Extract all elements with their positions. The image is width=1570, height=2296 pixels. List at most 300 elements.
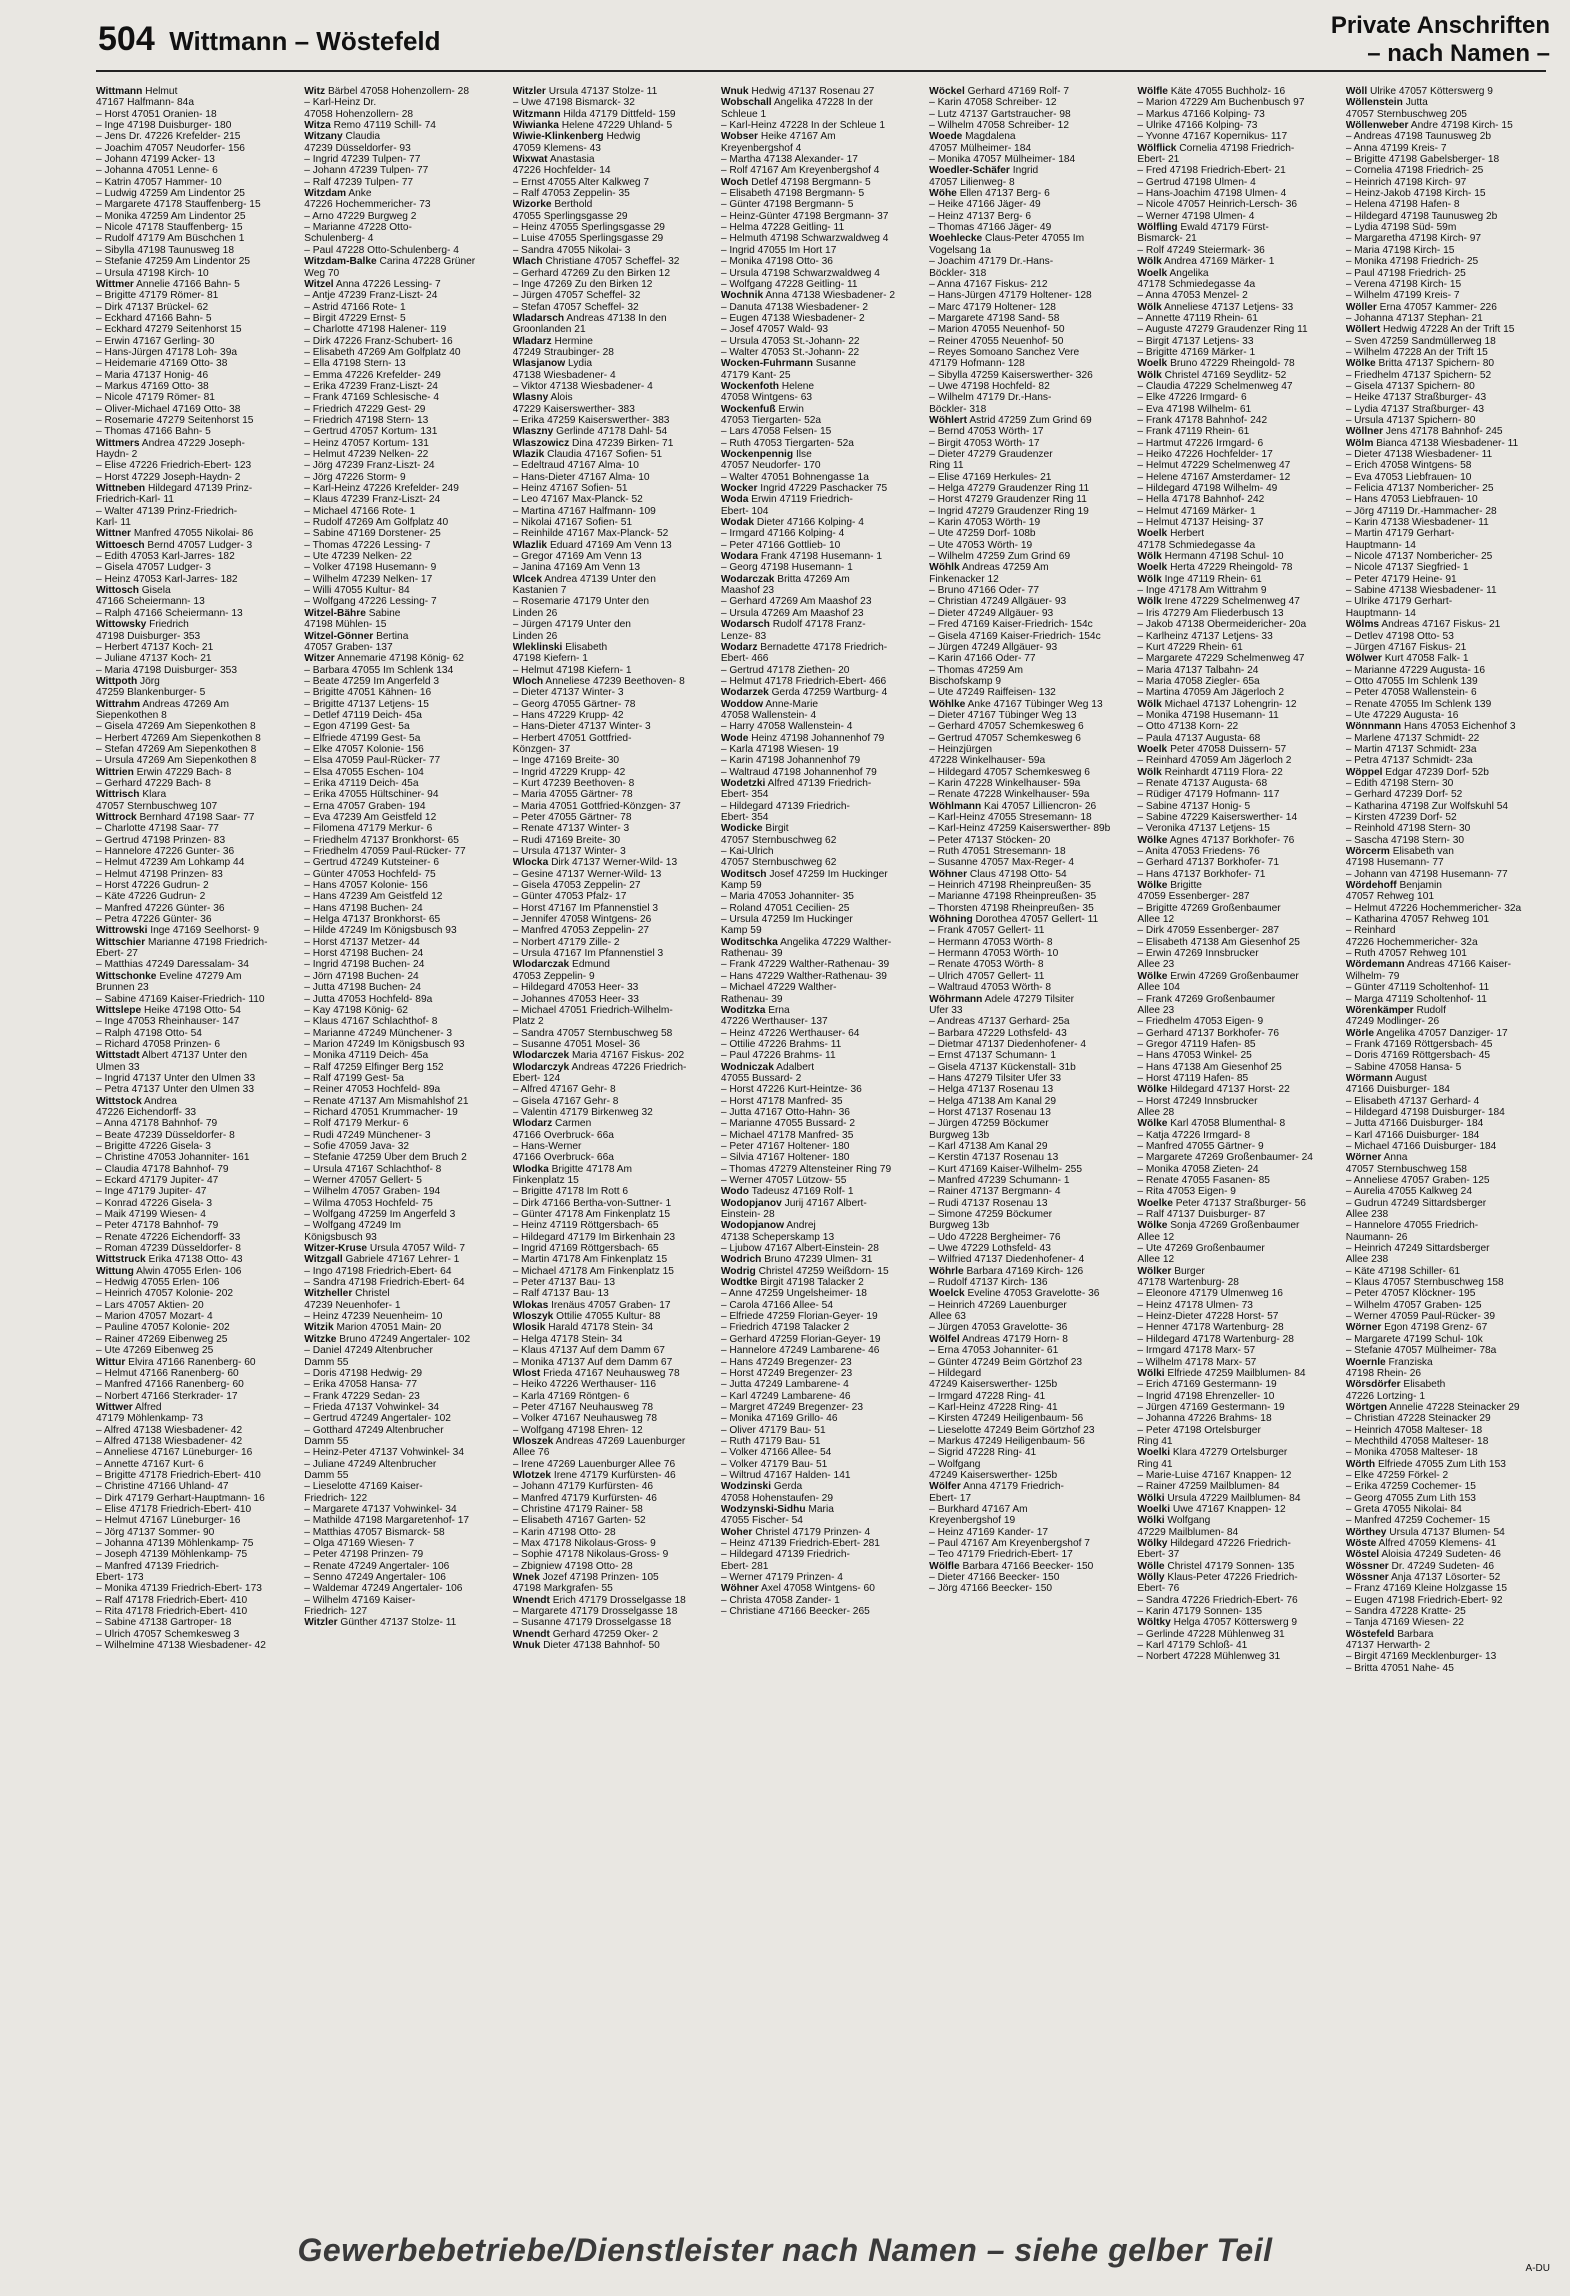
listing-entry: 47229 Mailblumen- 84 xyxy=(1137,1526,1239,1538)
listing-entry: – Petra 47137 Unter den Ulmen 33 xyxy=(96,1084,255,1096)
listing-entry: – Dirk 47179 Gerhart-Hauptmann- 16 xyxy=(96,1492,265,1504)
listing-entry: – Juliane 47137 Koch- 21 xyxy=(96,653,212,665)
listing-entry: – Heinz 47239 Neuenheim- 10 xyxy=(304,1311,443,1323)
listing-entry: – Günter 47119 Scholtenhof- 11 xyxy=(1345,982,1490,994)
surname: Wloch xyxy=(512,675,544,687)
surname: Wlasjanow xyxy=(512,358,566,370)
listing-entry: – Mathilde 47198 Margaretenhof- 17 xyxy=(304,1515,470,1527)
surname: Witzel xyxy=(304,278,334,290)
listing-entry: – Peter 47055 Gärtner- 78 xyxy=(512,812,632,823)
listing-entry: Naumann- 26 xyxy=(1345,1231,1408,1243)
listing-entry: – Eugen 47138 Wiesbadener- 2 xyxy=(720,312,865,324)
listing-column-1 xyxy=(96,86,296,2166)
listing-entry: – Jörg 47119 Dr.-Hammacher- 28 xyxy=(1345,505,1497,517)
listing-entry: – Karla 47169 Röntgen- 6 xyxy=(512,1390,630,1402)
listing-entry: Wölfle Käte 47055 Buchholz- 16 xyxy=(1137,86,1286,97)
listing-entry: – Birgit 47053 Wörth- 17 xyxy=(929,437,1040,449)
listing-entry: Wochnik Anna 47138 Wiesbadener- 2 xyxy=(720,290,896,302)
surname: Wördemann xyxy=(1345,959,1405,971)
listing-entry: – Heinz 47137 Berg- 6 xyxy=(929,210,1032,222)
listing-entry: – Friedhelm 47059 Paul-Rücker- 77 xyxy=(304,846,466,858)
listing-entry: 47198 Rhein- 26 xyxy=(1345,1367,1422,1379)
surname: Wodarz xyxy=(720,641,758,653)
listing-entry: Wlodka Brigitte 47178 Am xyxy=(512,1163,633,1175)
listing-entry: – Johanna 47226 Brahms- 18 xyxy=(1137,1413,1272,1425)
listing-entry: – Karl-Heinz 47226 Krefelder- 249 xyxy=(304,483,459,495)
listing-entry: – Gertrud 47198 Prinzen- 83 xyxy=(96,834,226,846)
listing-entry: – Erich 47169 Gestermann- 19 xyxy=(1137,1379,1277,1391)
listing-entry: Wittrahm Andreas 47269 Am xyxy=(96,698,229,710)
listing-column-3 xyxy=(513,86,713,2166)
listing-entry: – Friedrich 47198 Stern- 13 xyxy=(304,414,429,426)
surname: Witz xyxy=(304,86,326,97)
surname: Wölker xyxy=(1137,1265,1172,1277)
listing-entry: – Peter 47137 Stöcken- 20 xyxy=(929,834,1051,846)
listing-entry: Wittschier Marianne 47198 Friedrich- xyxy=(96,936,268,948)
listing-entry: Friedrich-Karl- 11 xyxy=(96,494,174,506)
listing-entry: – Gertrud 47057 Kortum- 131 xyxy=(304,426,438,438)
listing-entry: 47178 Schmiedegasse 4a xyxy=(1137,539,1256,551)
listing-entry: – Margarete 47199 Schul- 10k xyxy=(1345,1333,1483,1345)
listing-entry: – Erika 47058 Hansa- 77 xyxy=(304,1379,417,1391)
listing-entry: 47178 Schmiedegasse 4a xyxy=(1137,278,1256,290)
listing-entry: Woelk Bruno 47229 Rheingold- 78 xyxy=(1137,358,1295,370)
listing-entry: – Sandra 47226 Friedrich-Ebert- 76 xyxy=(1137,1594,1298,1606)
listing-entry: – Rudolf 47269 Am Golfplatz 40 xyxy=(304,517,449,529)
listing-entry: – Richard 47058 Prinzen- 6 xyxy=(96,1038,221,1050)
listing-entry: Wodarzek Gerda 47259 Wartburg- 4 xyxy=(720,687,888,699)
listing-entry: – Wilhelm 47179 Dr.-Hans- xyxy=(929,392,1052,404)
listing-entry: – Katharina 47198 Zur Wolfskuhl 54 xyxy=(1345,800,1509,812)
listing-entry: – Waldemar 47249 Angertaler- 106 xyxy=(304,1583,463,1595)
listing-entry: Wlocka Dirk 47137 Werner-Wild- 13 xyxy=(512,857,678,869)
listing-entry: – Heinz 47226 Werthauser- 64 xyxy=(720,1027,860,1039)
listing-entry: – Karl 47166 Duisburger- 184 xyxy=(1345,1129,1480,1141)
listing-entry: Woher Christel 47179 Prinzen- 4 xyxy=(720,1526,871,1538)
surname: Wittstadt xyxy=(96,1050,140,1062)
listing-entry: 47057 Lilienweg- 8 xyxy=(929,176,1015,188)
listing-entry: – Brigitte 47179 Römer- 81 xyxy=(96,290,219,302)
listing-entry: Wölk Reinhardt 47119 Flora- 22 xyxy=(1137,766,1283,778)
listing-entry: 47057 Sternbuschweg 205 xyxy=(1345,108,1467,120)
surname: Wlcek xyxy=(512,573,543,585)
listing-entry: – Renate 47228 Winkelhauser- 59a xyxy=(929,789,1090,801)
listing-entry: 47249 Kaiserswerther- 125b xyxy=(929,1469,1058,1481)
listing-entry: – Monika 47057 Mülheimer- 184 xyxy=(929,154,1076,166)
listing-entry: – Monika 47169 Grillo- 46 xyxy=(720,1413,838,1425)
listing-entry: – Rudolf 47137 Kirch- 136 xyxy=(929,1277,1048,1289)
listing-entry: – Fred 47169 Kaiser-Friedrich- 154c xyxy=(929,619,1093,631)
listing-entry: – Peter 47198 Prinzen- 79 xyxy=(304,1549,424,1561)
listing-entry: Woelki Uwe 47167 Knappen- 12 xyxy=(1137,1503,1286,1515)
listing-entry: Wölki Wolfgang xyxy=(1137,1515,1211,1527)
listing-entry: – Martina 47167 Halfmann- 109 xyxy=(512,505,656,517)
listing-entry: 47057 Sternbuschweg 158 xyxy=(1345,1163,1467,1175)
surname: Wittrahm xyxy=(96,698,141,710)
listing-entry: – Manfred 47179 Kurfürsten- 46 xyxy=(512,1492,657,1504)
listing-entry: – Heinz-Günter 47198 Bergmann- 37 xyxy=(720,210,889,222)
listing-entry: – Dirk 47059 Essenberger- 287 xyxy=(1137,925,1279,937)
surname: Wiwie-Klinkenberg xyxy=(512,131,604,143)
listing-entry: Woddow Anne-Marie xyxy=(720,698,819,710)
surname: Wiwianka xyxy=(512,120,559,132)
listing-entry: – Gotthard 47249 Altenbrucher xyxy=(304,1424,444,1436)
listing-entry: Wölfling Ewald 47179 Fürst- xyxy=(1137,222,1269,234)
listing-entry: Wölfer Anna 47179 Friedrich- xyxy=(929,1481,1064,1493)
listing-entry: – Gisela 47269 Am Siepenkothen 8 xyxy=(96,721,256,733)
listing-entry: Wölfel Andreas 47179 Horn- 8 xyxy=(929,1333,1068,1345)
listing-entry: Wockenfoth Helene xyxy=(720,380,815,392)
listing-entry: Allee 12 xyxy=(1137,1254,1175,1266)
listing-entry: – Jürgen 47259 Böckumer xyxy=(929,1118,1049,1130)
listing-entry: – Rudi 47169 Breite- 30 xyxy=(512,834,621,846)
listing-entry: – Reiner 47055 Neuenhof- 50 xyxy=(929,335,1064,347)
listing-entry: – Roland 47051 Cecilien- 25 xyxy=(720,902,850,914)
listing-entry: Woelk Peter 47058 Duissern- 57 xyxy=(1137,743,1287,755)
listing-entry: 47057 Sternbuschweg 62 xyxy=(720,857,837,869)
surname: Witzany xyxy=(304,131,343,143)
listing-entry: – Waltraud 47053 Wörth- 8 xyxy=(929,982,1052,994)
listing-entry: – Nicole 47179 Römer- 81 xyxy=(96,392,215,404)
listing-entry: – Lydia 47198 Süd- 59m xyxy=(1345,222,1457,234)
listing-entry: – Werner 47057 Gellert- 5 xyxy=(304,1175,422,1186)
listing-entry: Wittslepe Heike 47198 Otto- 54 xyxy=(96,1004,241,1016)
listing-entry: – Birgit 47229 Ernst- 5 xyxy=(304,312,406,324)
listing-entry: – Heinrich 47198 Kirch- 97 xyxy=(1345,176,1467,188)
listing-entry: 47239 Düsseldorfer- 93 xyxy=(304,142,411,154)
listing-entry: – Wolfgang 47249 Im xyxy=(304,1220,401,1232)
listing-entry: – Wolfgang 47228 Geitling- 11 xyxy=(720,278,858,290)
listing-entry: Wittstock Andrea xyxy=(96,1095,177,1107)
listing-entry: – Klaus 47137 Auf dem Damm 67 xyxy=(512,1345,665,1357)
listing-entry: – Thomas 47279 Altensteiner Ring 79 xyxy=(720,1163,892,1175)
listing-entry: – Wilhelm 47058 Schreiber- 12 xyxy=(929,120,1069,132)
listing-entry: – Kai-Ulrich xyxy=(720,846,774,858)
listing-entry: – Ingrid 47198 Buchen- 24 xyxy=(304,959,425,971)
listing-entry: – Heinz 47139 Friedrich-Ebert- 281 xyxy=(720,1538,880,1549)
listing-entry: Wölke Karl 47058 Blumenthal- 8 xyxy=(1137,1118,1286,1130)
surname: Wörsdörfer xyxy=(1345,1379,1401,1391)
surname: Wössner xyxy=(1345,1560,1389,1572)
listing-entry: – Renate 47055 Fasanen- 85 xyxy=(1137,1175,1270,1186)
listing-entry: – Susanne 47057 Max-Reger- 4 xyxy=(929,857,1075,869)
listing-entry: – Marianne 47228 Otto- xyxy=(304,222,412,234)
listing-entry: Brunnen 23 xyxy=(96,982,149,994)
listing-entry: Wölms Andreas 47167 Fiskus- 21 xyxy=(1345,619,1501,631)
listing-entry: – Lars 47057 Aktien- 20 xyxy=(96,1299,204,1311)
listing-entry: – Eckhard 47279 Seitenhorst 15 xyxy=(96,324,242,336)
surname: Wockenfoth xyxy=(720,380,779,392)
listing-entry: – Stefanie 47259 Über dem Bruch 2 xyxy=(304,1152,467,1164)
listing-entry: – Edith 47198 Stern- 30 xyxy=(1345,777,1454,789)
listing-entry: 47226 Hochfelder- 14 xyxy=(512,165,611,177)
listing-entry: – Ralf 47053 Zeppelin- 35 xyxy=(512,188,630,200)
listing-entry: Hauptmann- 14 xyxy=(1345,607,1416,619)
listing-entry: 47059 Klemens- 43 xyxy=(512,142,601,154)
listing-entry: – Detlef 47119 Deich- 45a xyxy=(304,709,422,721)
listing-entry: – Brigitte 47198 Gabelsberger- 18 xyxy=(1345,154,1500,166)
listing-entry: Wlcek Andrea 47139 Unter den xyxy=(512,573,656,585)
listing-entry: – Manfred 47053 Zeppelin- 27 xyxy=(512,925,650,937)
listing-entry: – Monika 47058 Zieten- 24 xyxy=(1137,1163,1259,1175)
listing-entry: Wodarz Bernadette 47178 Friedrich- xyxy=(720,641,888,653)
listing-entry: – Beate 47259 Im Angerfeld 3 xyxy=(304,675,440,687)
listing-entry: – Karin 47166 Oder- 77 xyxy=(929,653,1036,665)
listing-entry: – Maria 47137 Honig- 46 xyxy=(96,369,209,381)
listing-entry: – Johanna 47137 Stephan- 21 xyxy=(1345,312,1483,324)
page-number: 504 xyxy=(98,20,155,58)
listing-entry: – Horst 47229 Joseph-Haydn- 2 xyxy=(96,471,241,483)
listing-entry: Woelk Angelika xyxy=(1137,267,1209,279)
listing-entry: Allee 12 xyxy=(1137,914,1175,926)
listing-entry: Böckler- 318 xyxy=(929,267,987,279)
listing-entry: – Franz 47169 Kleine Holzgasse 15 xyxy=(1345,1583,1508,1595)
listing-entry: Finkenacker 12 xyxy=(929,573,999,585)
listing-entry: – Michael 47051 Friedrich-Wilhelm- xyxy=(512,1004,673,1016)
listing-entry: – Mechthild 47058 Malteser- 18 xyxy=(1345,1435,1489,1447)
surname: Wölk xyxy=(1137,698,1162,710)
listing-entry: – Hildegard 47053 Heer- 33 xyxy=(512,982,639,994)
listing-entry: – Katharina 47057 Rehweg 101 xyxy=(1345,914,1489,926)
listing-entry: – Frank 47119 Rhein- 61 xyxy=(1137,426,1250,438)
surname: Wittrowski xyxy=(96,925,148,937)
listing-entry: – Sabine 47137 Honig- 5 xyxy=(1137,800,1251,812)
listing-entry: – Friedrich 47198 Talacker 2 xyxy=(720,1322,850,1334)
listing-entry: 47057 Rehweg 101 xyxy=(1345,891,1435,903)
listing-entry: – Peter 47167 Holtener- 180 xyxy=(720,1140,850,1152)
listing-entry: Witzel-Gönner Bertina xyxy=(304,630,409,642)
listing-entry: Wlosik Harald 47178 Stein- 34 xyxy=(512,1322,654,1334)
surname: Wittmers xyxy=(96,437,140,449)
surname: Wnuk xyxy=(720,86,749,97)
listing-entry: – Inge 47178 Am Wittrahm 9 xyxy=(1137,585,1267,597)
listing-entry: Wördehoff Benjamin xyxy=(1345,880,1442,892)
listing-entry: – Lars 47058 Felsen- 15 xyxy=(720,426,832,438)
listing-entry: – Gisela 47137 Spichern- 80 xyxy=(1345,380,1475,392)
listing-entry: – Johannes 47053 Heer- 33 xyxy=(512,993,639,1005)
listing-entry: – Friedhelm 47137 Spichern- 52 xyxy=(1345,369,1492,381)
surname: Wodzynski-Sidhu xyxy=(720,1503,806,1515)
surname: Witzel-Bähre xyxy=(304,607,366,619)
surname: Witzdam xyxy=(304,188,347,200)
surname: Wnuk xyxy=(512,1640,541,1652)
listing-entry: Wittung Alwin 47055 Erlen- 106 xyxy=(96,1265,242,1277)
listing-entry: – Helmut 47166 Ranenberg- 60 xyxy=(96,1367,239,1379)
listing-entry: Wittner Manfred 47055 Nikolai- 86 xyxy=(96,528,254,540)
surname: Wölke xyxy=(1345,358,1376,370)
listing-entry: – Udo 47228 Bergheimer- 76 xyxy=(929,1231,1061,1243)
listing-entry: – Rainer 47259 Mailblumen- 84 xyxy=(1137,1481,1280,1493)
listing-entry: – Hermann 47053 Wörth- 10 xyxy=(929,948,1059,960)
listing-entry: Wölke Britta 47137 Spichern- 80 xyxy=(1345,358,1495,370)
listing-entry: – Jutta 47166 Duisburger- 184 xyxy=(1345,1118,1484,1130)
surname: Wlotzek xyxy=(512,1469,552,1481)
listing-entry: Wöhrmann Adele 47279 Tilsiter xyxy=(929,993,1075,1005)
surname: Wölk xyxy=(1137,766,1162,778)
listing-entry: – Wilma 47053 Hochfeld- 75 xyxy=(304,1197,433,1209)
listing-entry: – Helma 47228 Geitling- 11 xyxy=(720,222,845,234)
listing-entry: – Stefan 47057 Scheffel- 32 xyxy=(512,301,639,313)
listing-entry: – Heinzjürgen xyxy=(929,743,992,755)
surname: Wöllenweber xyxy=(1345,120,1409,132)
listing-entry: – Kurt 47229 Rhein- 61 xyxy=(1137,641,1243,653)
listing-entry: – Marie-Luise 47167 Knappen- 12 xyxy=(1137,1469,1292,1481)
listing-entry: Ebert- 124 xyxy=(512,1072,561,1084)
listing-entry: – Monika 47198 Otto- 36 xyxy=(720,256,833,268)
listing-entry: – Sophie 47178 Nikolaus-Gross- 9 xyxy=(512,1549,669,1561)
listing-entry: – Detlev 47198 Otto- 53 xyxy=(1345,630,1454,642)
listing-entry: – Yvonne 47167 Kopernikus- 117 xyxy=(1137,131,1288,143)
listing-entry: – Ruth 47057 Rehweg 101 xyxy=(1345,948,1467,960)
listing-entry: – Hans 47138 Am Giesenhof 25 xyxy=(1137,1061,1282,1073)
listing-entry: – Gerhard 47269 Zu den Birken 12 xyxy=(512,267,671,279)
listing-entry: – Ursula 47053 St.-Johann- 22 xyxy=(720,335,860,347)
listing-entry: – Barbara 47229 Lothsfeld- 43 xyxy=(929,1027,1067,1039)
listing-entry: Wlokas Irenäus 47057 Graben- 17 xyxy=(512,1299,671,1311)
listing-entry: – Anna 47199 Kreis- 7 xyxy=(1345,142,1447,154)
listing-entry: 47198 Kiefern- 1 xyxy=(512,653,588,665)
listing-entry: Wöhe Ellen 47137 Berg- 6 xyxy=(929,188,1050,200)
listing-entry: – Hildegard xyxy=(929,1367,982,1379)
listing-entry: – Dieter 47167 Tübinger Weg 13 xyxy=(929,709,1077,721)
listing-entry: Wodzinski Gerda xyxy=(720,1481,803,1493)
listing-entry: – Frank 47169 Röttgersbach- 45 xyxy=(1345,1038,1493,1050)
listing-entry: – Sabine 47138 Wiesbadener- 11 xyxy=(1345,585,1497,597)
listing-entry: Linden 26 xyxy=(512,630,558,642)
listing-entry: 47198 Husemann- 77 xyxy=(1345,857,1444,869)
listing-entry: – Ljubow 47167 Albert-Einstein- 28 xyxy=(720,1243,879,1255)
listing-entry: – Marga 47119 Scholtenhof- 11 xyxy=(1345,993,1487,1005)
section-heading-line2: – nach Namen – xyxy=(1367,40,1550,67)
surname: Wittschier xyxy=(96,936,146,948)
listing-entry: Wöste Alfred 47059 Klemens- 41 xyxy=(1345,1538,1497,1549)
listing-entry: – Frank 47057 Gellert- 11 xyxy=(929,925,1045,937)
listing-entry: Allee 23 xyxy=(1137,1004,1175,1016)
listing-entry: Wörner Anna xyxy=(1345,1152,1408,1164)
listing-entry: – Anna 47053 Menzel- 2 xyxy=(1137,290,1248,302)
listing-entry: – Ralf 47137 Bau- 13 xyxy=(512,1288,609,1300)
listing-entry: – Heidemarie 47169 Otto- 38 xyxy=(96,358,228,370)
listing-entry: – Karl 47138 Am Kanal 29 xyxy=(929,1140,1048,1152)
listing-entry: – Anne 47259 Ungelsheimer- 18 xyxy=(720,1288,867,1300)
listing-entry: 47226 Hochemmericher- 32a xyxy=(1345,936,1478,948)
listing-entry: – Brigitte 47169 Märker- 1 xyxy=(1137,346,1256,358)
region-code: A-DU xyxy=(1525,2263,1550,2274)
surname: Wixwat xyxy=(512,154,548,166)
listing-entry: Wöhlert Astrid 47259 Zum Grind 69 xyxy=(929,414,1092,426)
listing-entry: – Gisela 47053 Zeppelin- 27 xyxy=(512,880,641,892)
surname: Wölwer xyxy=(1345,653,1382,665)
surname: Wittpoth xyxy=(96,675,138,687)
surname: Wörle xyxy=(1345,1027,1374,1039)
header-rule xyxy=(96,70,1546,72)
surname: Wodopjanow xyxy=(720,1220,785,1232)
listing-entry: Bismarck- 21 xyxy=(1137,233,1197,245)
listing-entry: 47166 Overbruck- 66a xyxy=(512,1152,614,1164)
listing-entry: Witzheller Christel xyxy=(304,1288,390,1300)
surname: Woelk xyxy=(1137,358,1168,370)
listing-entry: – Manfred 47239 Schumann- 1 xyxy=(929,1175,1070,1186)
listing-entry: – Olga 47169 Wiesen- 7 xyxy=(304,1538,415,1549)
listing-entry: – Volker 47179 Bau- 51 xyxy=(720,1458,828,1470)
listing-entry: – Jörg 47166 Beecker- 150 xyxy=(929,1583,1053,1595)
surname: Witzdam-Balke xyxy=(304,256,377,268)
listing-entry: Allee 238 xyxy=(1345,1209,1389,1221)
surname: Woelk xyxy=(1137,743,1168,755)
listing-entry: – Renate 47137 Winter- 3 xyxy=(512,823,630,835)
listing-entry: – Thomas 47226 Lessing- 7 xyxy=(304,539,431,551)
listing-entry: Witzgall Gabriele 47167 Lehrer- 1 xyxy=(304,1254,460,1266)
listing-entry: Bischofskamp 9 xyxy=(929,675,1002,687)
listing-entry: – Rolf 47249 Steiermark- 36 xyxy=(1137,244,1265,256)
listing-entry: – Karl-Heinz 47228 Ring- 41 xyxy=(929,1401,1058,1413)
listing-entry: Wölke Hildegard 47137 Horst- 22 xyxy=(1137,1084,1290,1096)
listing-entry: – Helmut 47198 Prinzen- 83 xyxy=(96,868,223,880)
listing-entry: – Elke 47057 Kolonie- 156 xyxy=(304,743,424,755)
listing-entry: – Inge 47053 Rheinhauser- 147 xyxy=(96,1016,240,1028)
listing-entry: – Hannelore 47055 Friedrich- xyxy=(1345,1220,1479,1232)
listing-entry: – Nicole 47137 Siegfried- 1 xyxy=(1345,562,1469,574)
listing-entry: – Heinrich 47198 Rheinpreußen- 35 xyxy=(929,880,1092,892)
listing-entry: Wöstel Aloisia 47249 Sudeten- 46 xyxy=(1345,1549,1501,1561)
surname: Wöhe xyxy=(929,188,957,200)
listing-entry: – Hildegard 47139 Friedrich- xyxy=(720,1549,850,1561)
listing-entry: – Hannelore 47226 Gunter- 36 xyxy=(96,846,235,858)
listing-entry: Wnuk Dieter 47138 Bahnhof- 50 xyxy=(512,1640,660,1652)
listing-entry: – Ralf 47178 Friedrich-Ebert- 410 xyxy=(96,1594,248,1606)
listing-entry: Wittoesch Bernd 47057 Ludger- 3 xyxy=(96,539,253,551)
listing-entry: Witzke Bruno 47249 Angertaler- 102 xyxy=(304,1333,471,1345)
listing-entry: Wittowsky Friedrich xyxy=(96,619,189,631)
listing-entry: Wölki Ursula 47229 Mailblumen- 84 xyxy=(1137,1492,1301,1504)
listing-entry: Wiwie-Klinkenberg Hedwig xyxy=(512,131,641,143)
listing-entry: Wnuk Hedwig 47137 Rosenau 27 xyxy=(720,86,875,97)
listing-entry: – Elise 47178 Friedrich-Ebert- 410 xyxy=(96,1503,252,1515)
listing-entry: – Ralf 47199 Gest- 5a xyxy=(304,1072,404,1084)
surname: Wölle xyxy=(1137,1560,1165,1572)
listing-entry: – Helena 47198 Hafen- 8 xyxy=(1345,199,1460,211)
listing-entry: 47055 Sperlingsgasse 29 xyxy=(512,210,628,222)
surname: Woelki xyxy=(1137,1447,1171,1459)
surname: Wölke xyxy=(1137,1084,1168,1096)
listing-entry: – Karin 47198 Johannenhof 79 xyxy=(720,755,861,767)
listing-entry: – Ralf 47137 Duisburger- 87 xyxy=(1137,1209,1266,1221)
listing-entry: Witzmann Hilda 47179 Dittfeld- 159 xyxy=(512,108,676,120)
surname: Wodetzki xyxy=(720,777,766,789)
listing-entry: – Joachim 47179 Dr.-Hans- xyxy=(929,256,1054,268)
listing-entry: – Günter 47249 Beim Görtzhof 23 xyxy=(929,1356,1083,1368)
listing-entry: – Jürgen 47167 Fiskus- 21 xyxy=(1345,641,1467,653)
surname: Wnendt xyxy=(512,1594,550,1606)
listing-entry: Wöltky Helga 47057 Kötterswerg 9 xyxy=(1137,1617,1298,1629)
listing-entry: – Inge 47179 Jupiter- 47 xyxy=(96,1186,207,1198)
listing-entry: – Karl 47179 Schloß- 41 xyxy=(1137,1640,1248,1652)
listing-entry: Lenze- 83 xyxy=(720,630,767,642)
listing-entry: – Gerhard 47239 Dorf- 52 xyxy=(1345,789,1463,801)
listing-entry: – Maik 47199 Wiesen- 4 xyxy=(96,1209,206,1221)
surname: Witzik xyxy=(304,1322,334,1334)
listing-entry: Könzgen- 37 xyxy=(512,743,571,755)
listing-columns xyxy=(96,86,1546,2166)
listing-entry: 47053 Zeppelin- 9 xyxy=(512,970,595,982)
listing-entry: – Wilhelm 47057 Graben- 194 xyxy=(304,1186,441,1198)
listing-entry: 47239 Neuenhofer- 1 xyxy=(304,1299,401,1311)
listing-entry: – Heinrich 47058 Malteser- 18 xyxy=(1345,1424,1483,1436)
listing-entry: 47228 Winkelhauser- 59a xyxy=(929,755,1046,767)
listing-entry: – Brigitte 47137 Letjens- 15 xyxy=(304,698,429,710)
listing-entry: Wittschonke Eveline 47279 Am xyxy=(96,970,242,982)
listing-entry: – Helmut 47178 Friedrich-Ebert- 466 xyxy=(720,675,887,687)
